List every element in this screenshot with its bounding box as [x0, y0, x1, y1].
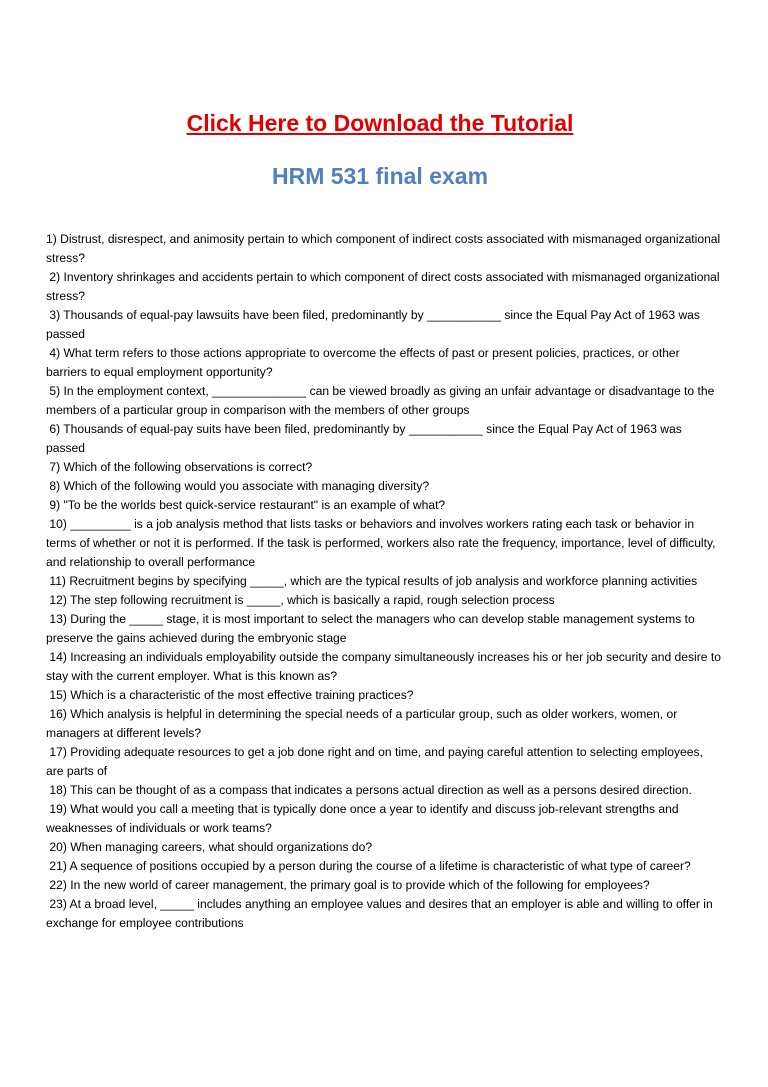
question-item: 1) Distrust, disrespect, and animosity pertain to which component of indirect costs associated with mismanaged organizational stress?	[46, 232, 724, 265]
question-item: 2) Inventory shrinkages and accidents pertain to which component of direct costs associated with mismanaged organizational stress?	[46, 270, 723, 303]
question-item: 12) The step following recruitment is _____, which is basically a rapid, rough selection process	[46, 593, 555, 607]
question-item: 15) Which is a characteristic of the most effective training practices?	[46, 688, 414, 702]
question-item: 18) This can be thought of as a compass that indicates a persons actual direction as well as a persons desired direction.	[46, 783, 692, 797]
question-item: 16) Which analysis is helpful in determining the special needs of a particular group, such as older workers, women, or managers at different levels?	[46, 707, 681, 740]
question-item: 6) Thousands of equal-pay suits have been filed, predominantly by ___________ since the Equal Pay Act of 1963 was passed	[46, 422, 686, 455]
question-item: 21) A sequence of positions occupied by a person during the course of a lifetime is characteristic of what type of career?	[46, 859, 691, 873]
question-item: 7) Which of the following observations is correct?	[46, 460, 313, 474]
download-tutorial-link[interactable]: Click Here to Download the Tutorial	[186, 110, 574, 136]
question-item: 8) Which of the following would you associate with managing diversity?	[46, 479, 430, 493]
question-item: 14) Increasing an individuals employability outside the company simultaneously increases his or her job security and desire to stay with the current employer. What is this known as?	[46, 650, 725, 683]
question-item: 5) In the employment context, ______________ can be viewed broadly as giving an unfair advantage or disadvantage to the members of a particular group in comparison with the members of other groups	[46, 384, 718, 417]
page-title: HRM 531 final exam	[271, 163, 489, 189]
question-item: 22) In the new world of career management, the primary goal is to provide which of the following for employees?	[46, 878, 650, 892]
question-item: 13) During the _____ stage, it is most important to select the managers who can develop stable management systems to preserve the gains achieved during the embryonic stage	[46, 612, 699, 645]
question-item: 17) Providing adequate resources to get a job done right and on time, and paying careful attention to selecting employees, are parts of	[46, 745, 707, 778]
question-item: 20) When managing careers, what should organizations do?	[46, 840, 373, 854]
question-item: 10) _________ is a job analysis method that lists tasks or behaviors and involves workers rating each task or behavior in terms of whether or not it is performed. If the task is performed, workers also rate the frequency, importance, level of difficulty, and relationship to overall performance	[46, 517, 719, 569]
question-item: 9) "To be the worlds best quick-service restaurant" is an example of what?	[46, 498, 446, 512]
question-item: 23) At a broad level, _____ includes anything an employee values and desires that an employer is able and willing to offer in exchange for employee contributions	[46, 897, 717, 930]
question-item: 11) Recruitment begins by specifying _____, which are the typical results of job analysis and workforce planning activities	[46, 574, 698, 588]
question-list	[46, 230, 725, 933]
question-item: 19) What would you call a meeting that is typically done once a year to identify and discuss job-relevant strengths and weaknesses of individuals or work teams?	[46, 802, 682, 835]
question-item: 4) What term refers to those actions appropriate to overcome the effects of past or present policies, practices, or other barriers to equal employment opportunity?	[46, 346, 684, 379]
question-item: 3) Thousands of equal-pay lawsuits have been filed, predominantly by ___________ since the Equal Pay Act of 1963 was passed	[46, 308, 704, 341]
